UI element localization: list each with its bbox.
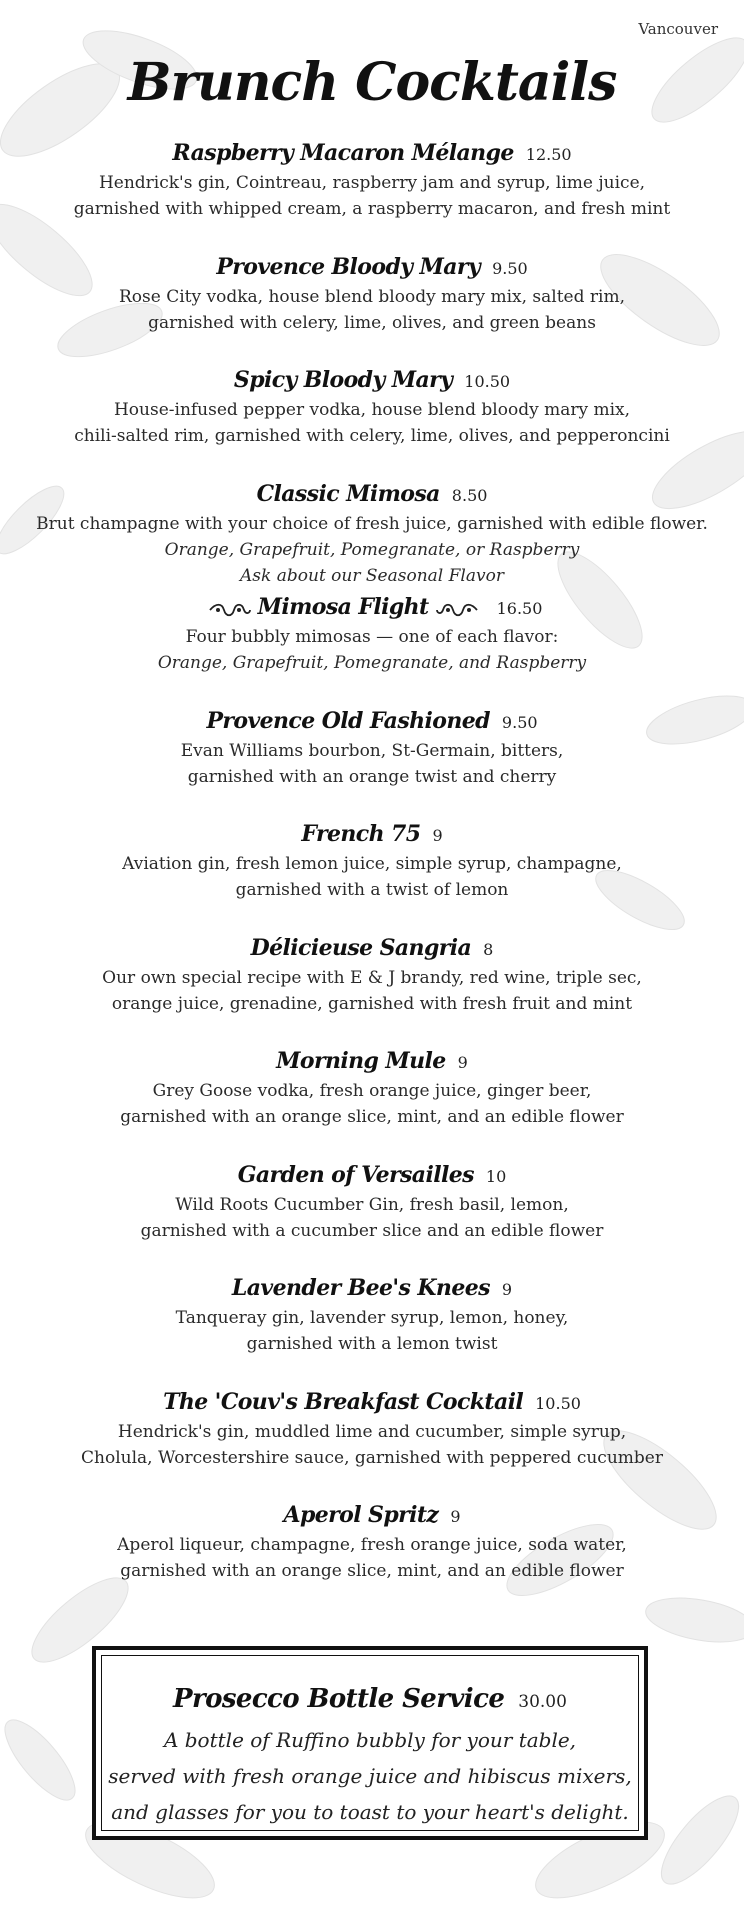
item-description: garnished with an orange slice, mint, and an edible flower [120, 1561, 624, 1581]
item-price: 12.50 [525, 145, 572, 164]
menu-item [0, 1160, 744, 1274]
location-label: Vancouver [638, 20, 718, 38]
item-description: garnished with a cucumber slice and an edible flower [140, 1220, 604, 1241]
item-name: Aperol Spritz [283, 1502, 439, 1528]
item-description: garnished with whipped cream, a raspberry macaron, and fresh mint [73, 199, 671, 219]
item-price: 10.50 [535, 1393, 581, 1413]
item-description: Evan Williams bourbon, St-Germain, bitters, [180, 740, 564, 761]
menu-item [0, 1046, 744, 1160]
menu-item [0, 592, 744, 706]
item-price: 9 [501, 1280, 513, 1299]
menu-item [0, 479, 744, 593]
item-description: Our own special recipe with E & J brandy, red wine, triple sec, [102, 967, 642, 988]
menu-item [0, 819, 744, 933]
item-price: 8 [483, 939, 494, 959]
item-name: Raspberry Macaron Mélange [172, 140, 514, 166]
item-description: Brut champagne with your choice of fresh juice, garnished with edible flower. [36, 513, 708, 534]
item-price: 9 [450, 1507, 461, 1526]
item-description: garnished with an orange twist and cherry [187, 766, 557, 787]
item-name: Provence Bloody Mary [216, 253, 481, 280]
cocktail-list [0, 138, 744, 1614]
item-price: 9.50 [501, 712, 538, 732]
item-description: Rose City vodka, house blend bloody mary mix, salted rim, [119, 286, 625, 307]
flourish-right-icon [435, 603, 479, 617]
prosecco-description: served with fresh orange juice and hibiscus mixers, [108, 1764, 632, 1788]
menu-item [0, 1273, 744, 1387]
item-name: Mimosa Flight [257, 594, 429, 620]
item-description: House-infused pepper vodka, house blend bloody mary mix, [113, 400, 631, 420]
flourish-left-icon [208, 603, 252, 617]
prosecco-inner-border [101, 1655, 639, 1831]
prosecco-name: Prosecco Bottle Service [173, 1684, 505, 1714]
item-description: orange juice, grenadine, garnished with fresh fruit and mint [111, 993, 633, 1014]
item-description: Four bubbly mimosas — one of each flavor: [185, 627, 559, 647]
item-description: Hendrick's gin, Cointreau, raspberry jam and syrup, lime juice, [98, 173, 646, 193]
item-name: Lavender Bee's Knees [231, 1275, 490, 1301]
item-name: Spicy Bloody Mary [233, 367, 453, 393]
item-description: Grey Goose vodka, fresh orange juice, ginger beer, [152, 1081, 592, 1101]
item-description: garnished with a lemon twist [246, 1334, 498, 1354]
menu-item [0, 933, 744, 1047]
item-name: Classic Mimosa [256, 480, 440, 507]
item-description: Aperol liqueur, champagne, fresh orange juice, soda water, [117, 1535, 627, 1555]
item-price: 9 [457, 1053, 468, 1072]
menu-item [0, 1500, 744, 1614]
item-description: Wild Roots Cucumber Gin, fresh basil, lemon, [175, 1194, 569, 1215]
item-description: Tanqueray gin, lavender syrup, lemon, honey, [175, 1308, 569, 1328]
item-flavor-note: Orange, Grapefruit, Pomegranate, or Raspberry [164, 539, 580, 560]
menu-item [0, 706, 744, 820]
page-title: Brunch Cocktails [127, 52, 617, 113]
item-name: Morning Mule [276, 1048, 446, 1074]
menu-item [0, 252, 744, 366]
item-price: 9.50 [492, 258, 528, 278]
prosecco-description: and glasses for you to toast to your heart's delight. [111, 1800, 629, 1824]
item-name: Délicieuse Sangria [250, 934, 472, 961]
item-description: Hendrick's gin, muddled lime and cucumber, simple syrup, [117, 1421, 627, 1442]
prosecco-price: 30.00 [518, 1692, 567, 1712]
menu-item [0, 365, 744, 479]
prosecco-feature-box [92, 1646, 648, 1840]
item-name: Provence Old Fashioned [206, 707, 490, 734]
item-price: 10.50 [464, 372, 511, 391]
item-flavor-note: Ask about our Seasonal Flavor [240, 565, 504, 586]
menu-item [0, 138, 744, 252]
item-name: French 75 [301, 821, 421, 847]
item-description: garnished with celery, lime, olives, and green beans [148, 312, 596, 333]
item-price: 8.50 [451, 485, 488, 505]
menu-item [0, 1387, 744, 1501]
item-description: garnished with an orange slice, mint, and an edible flower [120, 1107, 624, 1127]
item-name: Garden of Versailles [237, 1161, 474, 1188]
item-description: chili-salted rim, garnished with celery, lime, olives, and pepperoncini [74, 426, 670, 446]
item-flavor-note: Orange, Grapefruit, Pomegranate, and Raspberry [157, 653, 587, 673]
item-price: 16.50 [496, 599, 543, 618]
item-name: The 'Couv's Breakfast Cocktail [163, 1388, 524, 1415]
item-price: 9 [432, 826, 443, 845]
prosecco-description: A bottle of Ruffino bubbly for your table, [163, 1728, 577, 1752]
item-description: Aviation gin, fresh lemon juice, simple syrup, champagne, [122, 854, 622, 874]
item-price: 10 [485, 1166, 507, 1186]
item-description: Cholula, Worcestershire sauce, garnished with peppered cucumber [81, 1447, 663, 1468]
item-description: garnished with a twist of lemon [235, 880, 509, 900]
